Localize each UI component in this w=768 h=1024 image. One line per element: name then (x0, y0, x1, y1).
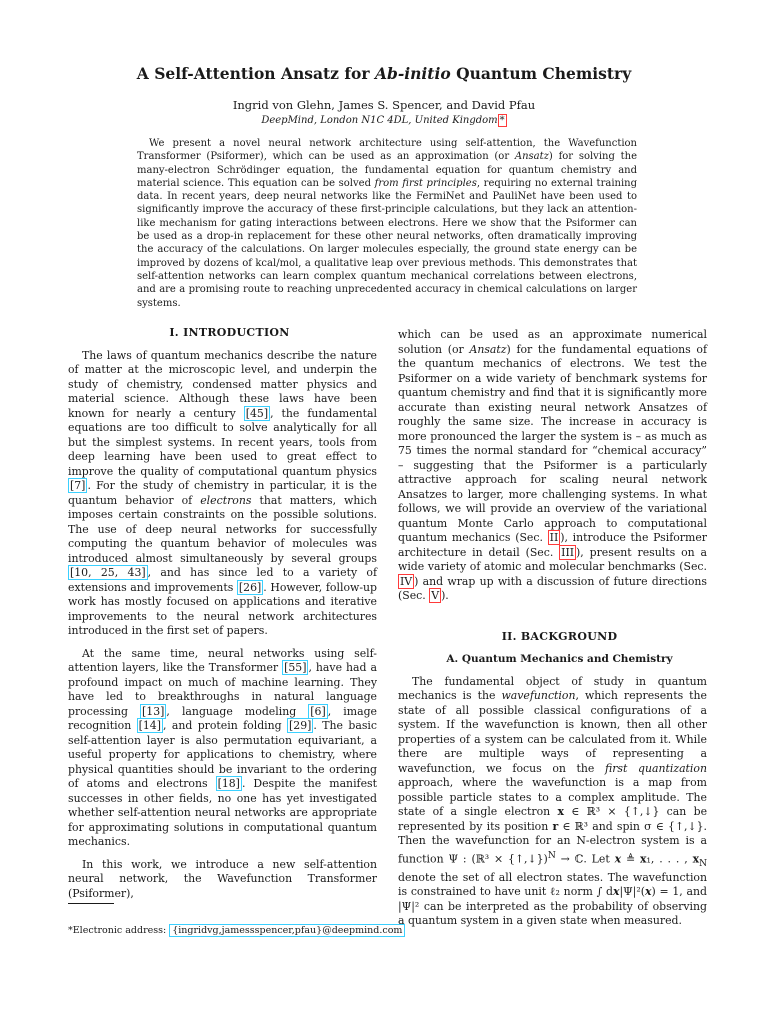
footnote-link[interactable]: * (499, 115, 505, 126)
intro-paragraph-2: At the same time, neural networks using self-attention layers, like the Transformer [55] , have had a profound impact on much of machine learning. They have led to breakthroughs in natural language processing [13] , language modeling [6] , image recognition [14] , and protein folding [29] . The basic self-attention layer is also permutation equivariant, a useful property for applications to chemistry, where physical quantities should be invariant to the ordering of atoms and electrons [18] . Despite the manifest successes in other fields, no one has yet investigated whether self-attention neural networks are appropriate for approximating solutions in computational quantum mechanics. (68, 646, 378, 848)
right-column (398, 328, 707, 937)
footnote-label: *Electronic address: (68, 925, 167, 936)
email-link[interactable]: {ingridvg,jamessspencer,pfau}@deepmind.com (169, 924, 405, 937)
intro-paragraph-4: which can be used as an approximate numerical solution (or Ansatz) for the fundamental equations of the quantum mechanics of electrons. We test the Psiformer on a wide variety of benchmark systems for quantum chemistry and find that it is significantly more accurate than existing neural network Ansatzes of roughly the same size. The increase in accuracy is more pronounced the larger the system is – as much as 75 times the normal standard for “chemical accuracy” – suggesting that the Psiformer is a particularly attractive approach for scaling neural network Ansatzes to larger, more challenging systems. In what follows, we will provide an overview of the variational quantum Monte Carlo approach to computational quantum mechanics (Sec. II ), introduce the Psiformer architecture in detail (Sec. III ), present results on a wide variety of atomic and molecular benchmarks (Sec. IV ) and wrap up with a discussion of future directions (Sec. V ). (398, 328, 707, 602)
intro-paragraph-3: In this work, we introduce a new self-attention neural network, the Wavefunction Transformer (Psiformer), (68, 857, 377, 900)
subsection-heading-qm: A. Quantum Mechanics and Chemistry (446, 653, 673, 665)
section-heading-background: II. BACKGROUND (501, 629, 618, 643)
left-column (68, 326, 377, 909)
affiliation-text: DeepMind, London N1C 4DL, United Kingdom (261, 115, 498, 126)
footnote-rule (68, 903, 114, 904)
section-heading-introduction: I. INTRODUCTION (169, 326, 290, 339)
affiliation (0, 115, 768, 126)
author-list: Ingrid von Glehn, James S. Spencer, and David Pfau (232, 98, 536, 112)
intro-paragraph-1: The laws of quantum mechanics describe the nature of matter at the microscopic level, and underpin the study of chemistry, condensed matter physics and material science. Although these laws have been known for nearly a century [45] , the fundamental equations are too difficult to solve analytically for all but the simplest systems. In recent years, tools from deep learning have been used to great effect to improve the quality of computational quantum physics [7] . For the study of chemistry in particular, it is the quantum behavior of electrons that matters, which imposes certain constraints on the possible solutions. The use of deep neural networks for successfully computing the quantum behavior of molecules was introduced almost simultaneously by several groups [10, 25, 43] , and has since led to a variety of extensions and improvements [26] . However, follow-up work has mostly focused on applications and iterative improvements to the neural network architectures introduced in the first set of papers. (68, 348, 378, 637)
paper-title: A Self-Attention Ansatz for Ab-initio Quantum Chemistry (136, 64, 632, 83)
abstract: We present a novel neural network architecture using self-attention, the Wavefunction Transformer (Psiformer), which can be used as an approximation (or Ansatz) for solving the many-electron Schrödinger equation, the fundamental equation for quantum chemistry and material science. This equation can be solved from first principles, requiring no external training data. In recent years, deep neural networks like the FermiNet and PauliNet have been used to significantly improve the accuracy of these first-principle calculations, but they lack an attention-like mechanism for gating interactions between electrons. Here we show that the Psiformer can be used as a drop-in replacement for these other neural networks, often dramatically improving the accuracy of the calculations. On larger molecules especially, the ground state energy can be improved by dozens of kcal/mol, a qualitative leap over previous methods. This demonstrates that self-attention networks can learn complex quantum mechanical correlations between electrons, and are a promising route to reaching unprecedented accuracy in chemical calculations on larger systems. (137, 138, 637, 309)
footnote (68, 925, 405, 936)
background-paragraph-1: The fundamental object of study in quantum mechanics is the wavefunction, which represents the state of all possible classical configurations of a system. If the wavefunction is known, then all other properties of a system can be calculated from it. While there are multiple ways of representing a wavefunction, we focus on the first quantization approach, where the wavefunction is a map from possible particle states to a complex amplitude. The state of a single electron x ∈ ℝ³ × {↑,↓} can be represented by its position r ∈ ℝ³ and spin σ ∈ {↑,↓}. Then the wavefunction for an N-electron system is a function Ψ : (ℝ³ × {↑,↓})$^N$ → ℂ. Let x ≜ x₁, . . . , $x_N$ denote the set of all electron states. The wavefunction is constrained to have unit ℓ₂ norm ∫ dx|Ψ|²(x) = 1, and |Ψ|² can be interpreted as the probability of observing a quantum system in a given state when measured. (398, 674, 708, 928)
